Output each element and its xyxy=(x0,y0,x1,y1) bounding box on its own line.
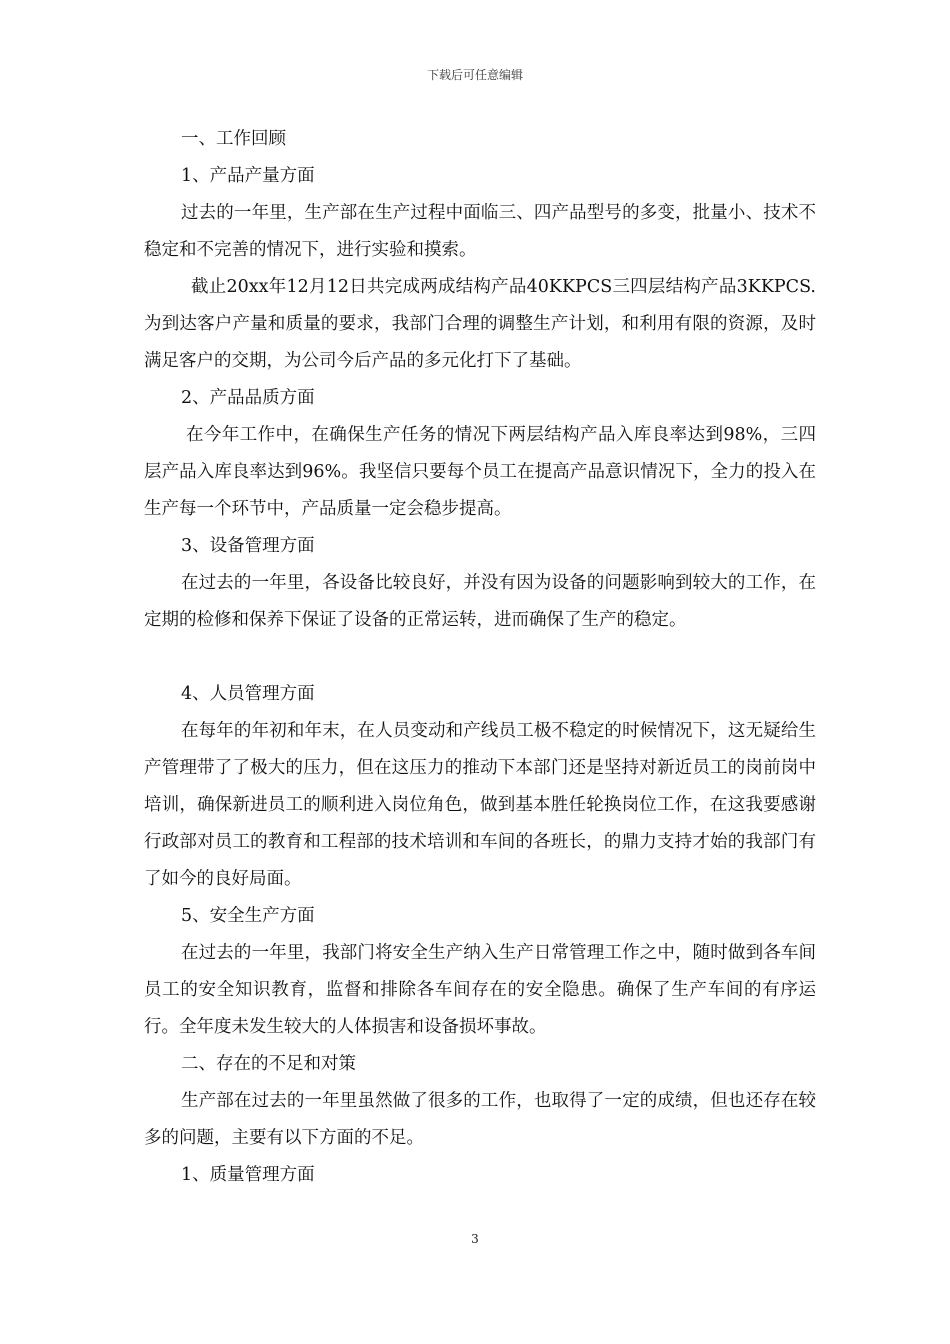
subheading-equipment: 3、设备管理方面 xyxy=(181,536,315,556)
paragraph-spacer xyxy=(144,639,816,676)
section-heading-review: 一、工作回顾 xyxy=(181,129,286,149)
paragraph-output-2: 截止20xx年12月12日共完成两成结构产品40KKPCS三四层结构产品3KKPCS.为到达客户产量和质量的要求，我部门合理的调整生产计划，和利用有限的资源，及时满足客户的交期，为公司今后产品的多元化打下了基础。 xyxy=(144,277,816,371)
document-body xyxy=(144,121,816,1194)
subheading-output: 1、产品产量方面 xyxy=(181,166,315,186)
paragraph-personnel: 在每年的年初和年末，在人员变动和产线员工极不稳定的时候情况下，这无疑给生产管理带了了极大的压力，但在这压力的推动下本部门还是坚持对新近员工的岗前岗中培训，确保新进员工的顺利进入岗位角色，做到基本胜任轮换岗位工作，在这我要感谢行政部对员工的教育和工程部的技术培训和车间的各班长，的鼎力支持才始的我部门有了如今的良好局面。 xyxy=(144,721,816,889)
subheading-personnel: 4、人员管理方面 xyxy=(181,684,315,704)
subheading-safety: 5、安全生产方面 xyxy=(181,906,315,926)
paragraph-equipment: 在过去的一年里，各设备比较良好，并没有因为设备的问题影响到较大的工作，在定期的检修和保养下保证了设备的正常运转，进而确保了生产的稳定。 xyxy=(144,573,816,630)
subheading-quality: 2、产品品质方面 xyxy=(181,388,315,408)
paragraph-output-1: 过去的一年里，生产部在生产过程中面临三、四产品型号的多变，批量小、技术不稳定和不完善的情况下，进行实验和摸索。 xyxy=(144,203,816,260)
paragraph-quality: 在今年工作中，在确保生产任务的情况下两层结构产品入库良率达到98%，三四层产品入库良率达到96%。我坚信只要每个员工在提高产品意识情况下，全力的投入在生产每一个环节中，产品质量一定会稳步提高。 xyxy=(144,425,816,519)
page-number: 3 xyxy=(471,1232,479,1246)
subheading-quality-management: 1、质量管理方面 xyxy=(181,1165,315,1185)
paragraph-shortcomings: 生产部在过去的一年里虽然做了很多的工作，也取得了一定的成绩，但也还存在较多的问题，主要有以下方面的不足。 xyxy=(144,1091,816,1148)
page-header: 下载后可任意编辑 xyxy=(426,68,523,82)
section-heading-shortcomings: 二、存在的不足和对策 xyxy=(181,1054,356,1074)
paragraph-safety: 在过去的一年里，我部门将安全生产纳入生产日常管理工作之中，随时做到各车间员工的安全知识教育，监督和排除各车间存在的安全隐患。确保了生产车间的有序运行。全年度未发生较大的人体损害和设备损坏事故。 xyxy=(144,943,816,1037)
